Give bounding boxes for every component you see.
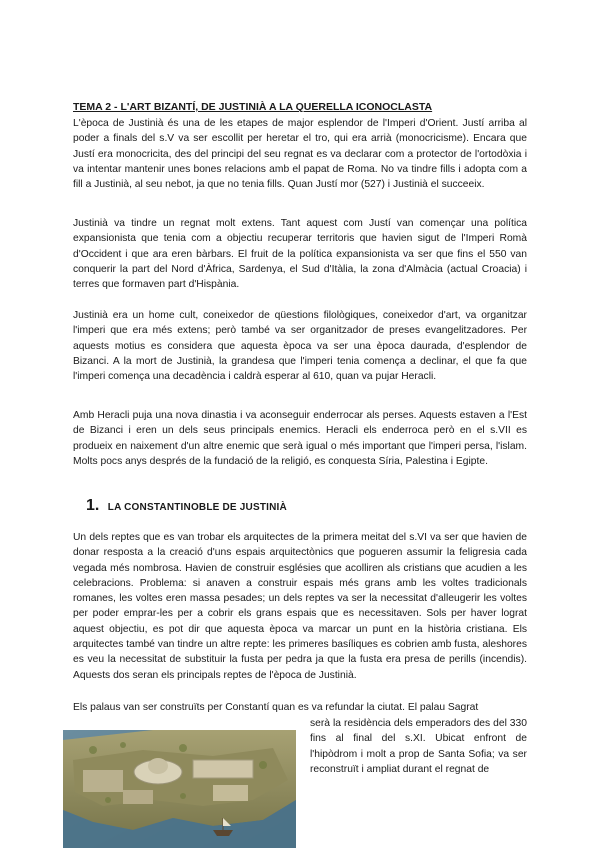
section-heading — [86, 496, 287, 518]
paragraph-3: Justinià era un home cult, coneixedor de qüestions filològiques, coneixedor d'art, va organitzar l'imperi que era més extens; però també va ser organitzador de preses evangelitzadores. Per aquests motius es considera que aquesta època va ser una època daurada, d'esplendor de Bizanci. A la mort de Justinià, la grandesa que l'imperi tenia comença a declinar, el que fa que l'imperi comença una decadència i caldrà esperar al 610, quan va pujar Heracli. — [73, 310, 527, 383]
section-title: LA CONSTANTINOBLE DE JUSTINIÀ — [107, 502, 287, 513]
constantinople-aerial-image — [63, 730, 296, 848]
palace-wrap-text: serà la residència dels emperadors des del 330 fins al final del s.XI. Ubicat enfront de l'hipòdrom i molt a prop de Santa Sofia; va ser reconstruït i ampliat durant el regnat de — [310, 718, 527, 775]
paragraph-2: Justinià va tindre un regnat molt extens. Tant aquest com Justí van començar una política expansionista que tenia com a objectiu recuperar territoris que havien sigut de l'Imperi Romà d'Occident i que ara eren bàrbars. El fruit de la política expansionista va ser que fins el 550 van conquerir la part del Nord d'Àfrica, Sardenya, el Sud d'Itàlia, la zona d'Almàcia (actual Croacia) i terres que formaven part d'Hispània. — [73, 218, 527, 291]
section-number: 1. — [86, 497, 100, 514]
paragraph-1: L'època de Justinià és una de les etapes de major esplendor de l'Imperi d'Orient. Justí arriba al poder a finals del s.V va ser escollit per heretar el tro, qui era arrià (monocricisme). Encara que Justí era monocricita, des del principi del seu regnat es va declarar com a protector de l'ortodòxia i va intentar mantenir unes bones relacions amb el papat de Roma. No va tindre fills i adopta com a fill a Justinià, al seu nebot, ja que no tenia fills. Quan Justí mor (527) i Justinià el succeeix. — [73, 118, 527, 191]
city-illustration — [63, 730, 296, 848]
palace-intro: Els palaus van ser construïts per Constantí quan es va refundar la ciutat. El palau Sagrat — [73, 702, 479, 713]
section-paragraph: Un dels reptes que es van trobar els arquitectes de la primera meitat del s.VI va ser que havien de donar resposta a la creació d'uns espais arquitectònics que pogueren assumir la feligresia cada vegada més nombrosa. Havien de construir esglésies que acolliren als cristians que acudien a les celebracions. Problema: si anaven a construir espais més grans amb les voltes tradicionals romanes, les voltes eren massa pesades; un dels reptes va ser la necessitat d'alleugerir les voltes per poder emprar-les per a cobrir els grans espais que es necessitaven. Sols per haver lograt aquest objectiu, es pot dir que aquesta època va marcar un punt en la història cristiana. Els arquitectes també van tindre un altre repte: les primeres basíliques es cobrien amb fusta, aleshores es veu la necessitat de substituir la fusta per pedra ja que la fusta era presa de perills (incendis). Aquests dos seran els principals reptes de l'època de Justinià. — [73, 532, 527, 681]
document-title: TEMA 2 - L'ART BIZANTÍ, DE JUSTINIÀ A LA QUERELLA ICONOCLASTA — [73, 101, 433, 113]
paragraph-4: Amb Heracli puja una nova dinastia i va aconseguir enderrocar als perses. Aquests estaven a l'Est de Bizanci i eren un dels seus principals enemics. Heracli els enderroca però en el s.VII es produeix en naixement d'un altre enemic que serà igual o més important que l'imperi persa, l'islam. Molts pocs anys després de la fundació de la religió, es conquesta Síria, Palestina i Egipte. — [73, 410, 527, 467]
